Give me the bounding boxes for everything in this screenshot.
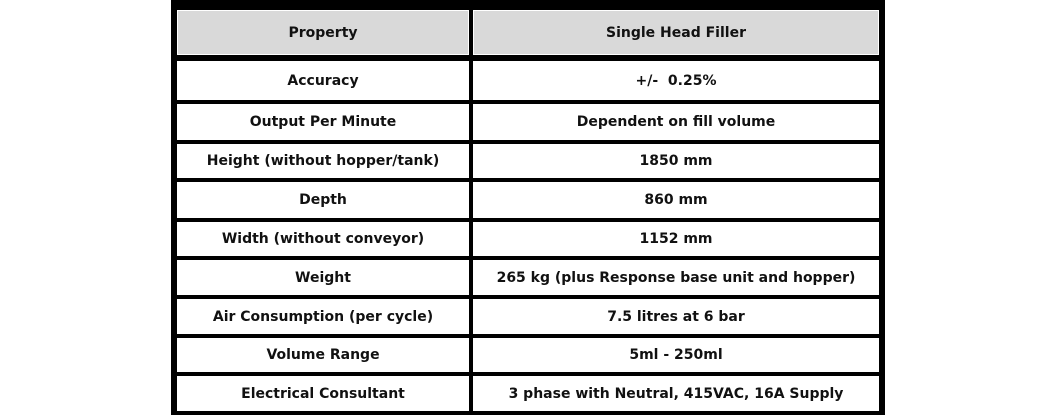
table-row: [177, 222, 879, 256]
table-row: [177, 61, 879, 100]
table-header-row: [177, 10, 879, 55]
row-property: Weight: [177, 260, 469, 295]
row-property: Height (without hopper/tank): [177, 144, 469, 178]
row-property: Accuracy: [177, 61, 469, 100]
row-value: +/- 0.25%: [473, 61, 879, 100]
row-property: Depth: [177, 182, 469, 218]
row-value: 1850 mm: [473, 144, 879, 178]
row-value: 5ml - 250ml: [473, 338, 879, 372]
row-value: Dependent on fill volume: [473, 104, 879, 140]
table-row: [177, 260, 879, 295]
row-value: 3 phase with Neutral, 415VAC, 16A Supply: [473, 376, 879, 411]
table-row: [177, 299, 879, 334]
row-property: Volume Range: [177, 338, 469, 372]
table-row: [177, 144, 879, 178]
row-property: Width (without conveyor): [177, 222, 469, 256]
table-row: [177, 338, 879, 372]
table-row: [177, 104, 879, 140]
row-property: Air Consumption (per cycle): [177, 299, 469, 334]
row-property: Electrical Consultant: [177, 376, 469, 411]
header-single-head-filler: Single Head Filler: [473, 10, 879, 55]
row-value: 265 kg (plus Response base unit and hopper): [473, 260, 879, 295]
row-value: 1152 mm: [473, 222, 879, 256]
row-value: 860 mm: [473, 182, 879, 218]
row-value: 7.5 litres at 6 bar: [473, 299, 879, 334]
header-property: Property: [177, 10, 469, 55]
spec-table: [171, 0, 885, 415]
table-row: [177, 376, 879, 411]
table-row: [177, 182, 879, 218]
row-property: Output Per Minute: [177, 104, 469, 140]
